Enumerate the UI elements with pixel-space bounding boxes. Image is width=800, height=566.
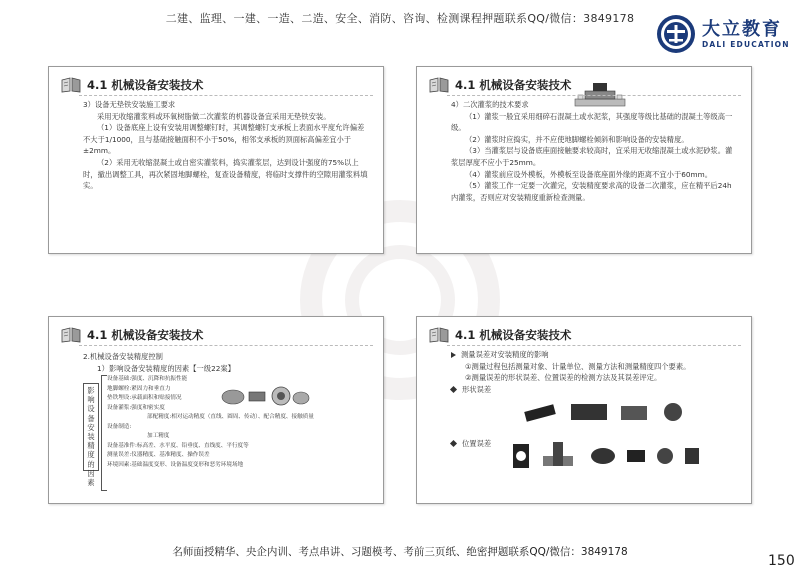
- book-icon: [429, 77, 449, 93]
- body-line: （1）灌浆一般宜采用细碎石混凝土或水泥浆，其强度等级比基础的混凝土等级高一级。: [451, 111, 733, 133]
- slide-body: [451, 349, 737, 395]
- factor-item: 设备基准件:标高差、水平度、铅垂度、直线度、平行度等: [107, 442, 249, 449]
- title-divider: [79, 345, 373, 346]
- book-icon: [429, 327, 449, 343]
- body-line: ②测量误差的形状误差、位置误差的检测方法及其误差评定。: [465, 373, 662, 383]
- factor-item: 设备基础:强度、沉降和抗振性能: [107, 376, 188, 382]
- title-divider: [447, 345, 741, 346]
- slide-3: [48, 316, 384, 504]
- slide-title: 4.1 机械设备安装技术: [455, 328, 572, 342]
- body-line: 4）二次灌浆的技术要求: [451, 100, 529, 109]
- section-subheading: 1）影响设备安装精度的因素【一级22案】: [97, 363, 235, 373]
- book-icon: [61, 327, 81, 343]
- shape-error-images: [517, 398, 693, 426]
- body-line: ①测量过程包括测量对象、计量单位、测量方法和测量精度四个要素。: [465, 361, 691, 371]
- section-heading: 2.机械设备安装精度控制: [83, 352, 163, 361]
- brand: [656, 14, 790, 54]
- equipment-image: [219, 383, 311, 407]
- slide-2: [416, 66, 752, 254]
- top-banner: 二建、监理、一建、一造、二造、安全、消防、咨询、检测课程押题联系QQ/微信：3849178: [165, 12, 635, 25]
- slide-body: [83, 351, 369, 374]
- footer-banner: 名师面授精华、央企内训、考点串讲、习题模考、考前三页纸、绝密押题联系QQ/微信：3849178: [172, 546, 628, 558]
- dali-logo-icon: [656, 14, 696, 54]
- shape-error-label: 形状误差: [462, 384, 492, 394]
- position-error-images: [507, 438, 703, 474]
- factor-item: 环境因素:基础温度变形、设备温度变形和恶劣环境场地: [107, 461, 244, 468]
- body-line: （3）当灌浆层与设备底座面接触要求较高时，宜采用无收缩混凝土或水泥砂浆。灌浆层厚度不应小于25mm。: [451, 146, 733, 167]
- body-line: （2）灌浆时应捣实，并不应使地脚螺栓倾斜和影响设备的安装精度。: [465, 134, 689, 144]
- brand-name-cn: 大立教育: [702, 18, 782, 40]
- page-number: 150: [768, 553, 795, 566]
- body-line: （4）灌浆前应设外模板，外模板至设备底座面外缘的距离不宜小于60mm。: [465, 169, 713, 179]
- title-divider: [447, 95, 741, 96]
- slide-body: [83, 99, 369, 192]
- slide-4: [416, 316, 752, 504]
- book-icon: [61, 77, 81, 93]
- body-line: （2）采用无收缩混凝土或自密实灌浆料，捣实灌浆层，达到设计强度的75%以上时，撤出调整工具，再次紧固地脚螺栓，复查设备精度，将临时支撑件的空隙用灌浆料填实。: [83, 157, 368, 191]
- body-line: 3）设备无垫铁安装施工要求: [83, 100, 176, 109]
- diamond-bullet-icon: [450, 440, 457, 447]
- brand-name-en: DALI EDUCATION: [702, 39, 790, 49]
- slide-title: 4.1 机械设备安装技术: [455, 78, 572, 92]
- arrow-bullet-icon: [451, 352, 456, 358]
- factor-item: 部配精度:相对运动精度（直线、圆周、传动）、配合精度、接触质量: [147, 414, 314, 420]
- body-line: 采用无收缩灌浆料或环氧树脂做二次灌浆的机器设备宜采用无垫铁安装。: [97, 111, 331, 121]
- title-divider: [79, 95, 373, 96]
- factor-item: 设备制造:: [107, 423, 132, 430]
- diamond-bullet-icon: [450, 386, 457, 393]
- factor-item: 测量误差:仪器精度、基准精度、操作误差: [107, 452, 210, 458]
- body-line: （5）灌浆工作一定要一次灌完，安装精度要求高的设备二次灌浆，应在精平后24h内灌浆，否则应对安装精度重新检查测量。: [451, 181, 732, 202]
- body-line: （1）设备底座上设有安装用调整螺钉时，其调整螺钉支承板上表面水平度允许偏差不大于1/1000，且与基础接触面积不小于50%，相邻支承板的顶面标高偏差宜小于±2mm。: [83, 123, 365, 156]
- body-line: 测量误差对安装精度的影响: [461, 350, 549, 359]
- slide-1: [48, 66, 384, 254]
- position-error-label: 位置误差: [462, 439, 492, 448]
- factor-item: 地脚螺栓:紧固力和垂直力: [107, 385, 171, 392]
- slide-title: 4.1 机械设备安装技术: [87, 328, 204, 342]
- factor-item: 加工精度: [147, 433, 170, 439]
- slide-title: 4.1 机械设备安装技术: [87, 78, 204, 92]
- factor-item: 垫铁埋设:承载面积和贴接情况: [107, 395, 182, 401]
- factor-side-label: 影响设备安装精度的因素: [83, 383, 99, 471]
- slide-body: [451, 99, 737, 203]
- factor-item: 设备灌浆:强度和密实度: [107, 404, 165, 411]
